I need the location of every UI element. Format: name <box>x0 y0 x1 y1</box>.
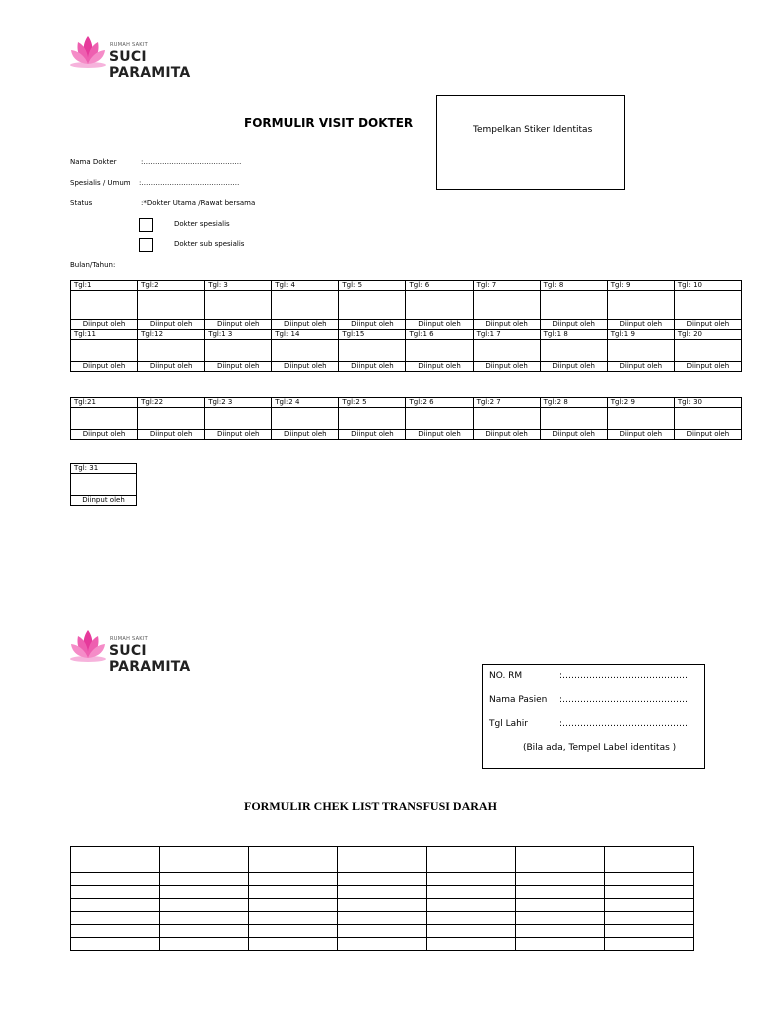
input-by-cell: Diinput oleh <box>473 430 540 440</box>
checklist-cell[interactable] <box>338 886 427 899</box>
date-cell: Tgl:1 9 <box>607 330 674 340</box>
input-by-cell: Diinput oleh <box>339 362 406 372</box>
date-cell: Tgl:1 <box>71 281 138 291</box>
input-by-cell: Diinput oleh <box>272 320 339 330</box>
checklist-cell[interactable] <box>516 938 605 951</box>
checklist-cell[interactable] <box>338 899 427 912</box>
transfusion-checklist-table <box>70 846 694 951</box>
input-by-cell: Diinput oleh <box>406 362 473 372</box>
signature-cell[interactable] <box>272 408 339 430</box>
checklist-cell[interactable] <box>427 925 516 938</box>
checklist-cell[interactable] <box>160 938 249 951</box>
signature-cell[interactable] <box>473 340 540 362</box>
checklist-cell[interactable] <box>249 847 338 873</box>
checklist-cell[interactable] <box>427 912 516 925</box>
checklist-cell[interactable] <box>605 873 694 886</box>
date-cell: Tgl:2 7 <box>473 398 540 408</box>
visit-table <box>70 397 742 440</box>
hospital-logo <box>68 626 218 675</box>
date-cell: Tgl: 5 <box>339 281 406 291</box>
visit-table <box>70 463 137 506</box>
signature-cell[interactable] <box>540 340 607 362</box>
input-by-cell: Diinput oleh <box>540 430 607 440</box>
input-by-cell: Diinput oleh <box>71 430 138 440</box>
checklist-cell[interactable] <box>605 925 694 938</box>
input-by-cell: Diinput oleh <box>406 430 473 440</box>
input-by-cell: Diinput oleh <box>674 362 741 372</box>
signature-cell[interactable] <box>71 408 138 430</box>
signature-cell[interactable] <box>205 291 272 320</box>
signature-cell[interactable] <box>473 408 540 430</box>
field-label: Nama Dokter <box>70 158 117 166</box>
checklist-cell[interactable] <box>427 873 516 886</box>
input-by-cell: Diinput oleh <box>607 430 674 440</box>
date-cell: Tgl: 4 <box>272 281 339 291</box>
checklist-cell[interactable] <box>516 912 605 925</box>
signature-cell[interactable] <box>138 291 205 320</box>
signature-cell[interactable] <box>71 474 137 496</box>
field-label: Status <box>70 199 93 207</box>
checklist-cell[interactable] <box>338 847 427 873</box>
date-cell: Tgl: 31 <box>71 464 137 474</box>
date-cell: Tgl: 10 <box>674 281 741 291</box>
field-label: NO. RM <box>489 671 523 681</box>
input-by-cell: Diinput oleh <box>71 496 137 506</box>
checklist-cell[interactable] <box>516 886 605 899</box>
field-label: Spesialis / Umum <box>70 179 131 187</box>
signature-cell[interactable] <box>138 408 205 430</box>
field-value: :*Dokter Utama /Rawat bersama <box>141 199 256 207</box>
checklist-cell[interactable] <box>516 847 605 873</box>
checklist-cell[interactable] <box>71 847 160 873</box>
input-by-cell: Diinput oleh <box>71 320 138 330</box>
label-note: (Bila ada, Tempel Label identitas ) <box>523 743 677 753</box>
checklist-cell[interactable] <box>516 873 605 886</box>
input-by-cell: Diinput oleh <box>674 430 741 440</box>
date-cell: Tgl: 20 <box>674 330 741 340</box>
input-by-cell: Diinput oleh <box>205 320 272 330</box>
input-by-cell: Diinput oleh <box>674 320 741 330</box>
signature-cell[interactable] <box>339 291 406 320</box>
date-cell: Tgl:2 3 <box>205 398 272 408</box>
field-label: Nama Pasien <box>489 695 548 705</box>
logo-subtitle: RUMAH SAKIT <box>110 636 149 642</box>
signature-cell[interactable] <box>406 291 473 320</box>
lotus-icon <box>68 32 108 70</box>
signature-cell[interactable] <box>540 291 607 320</box>
checklist-cell[interactable] <box>605 899 694 912</box>
date-cell: Tgl: 30 <box>674 398 741 408</box>
date-cell: Tgl:11 <box>71 330 138 340</box>
input-by-cell: Diinput oleh <box>71 362 138 372</box>
checklist-cell[interactable] <box>71 925 160 938</box>
date-cell: Tgl:1 3 <box>205 330 272 340</box>
checklist-cell[interactable] <box>71 938 160 951</box>
field-label: Tgl Lahir <box>489 719 529 729</box>
input-by-cell: Diinput oleh <box>138 362 205 372</box>
signature-cell[interactable] <box>339 408 406 430</box>
signature-cell[interactable] <box>607 408 674 430</box>
date-cell: Tgl:22 <box>138 398 205 408</box>
signature-cell[interactable] <box>473 291 540 320</box>
checklist-cell[interactable] <box>160 886 249 899</box>
checklist-cell[interactable] <box>249 938 338 951</box>
sticker-box <box>436 95 625 190</box>
checklist-cell[interactable] <box>160 925 249 938</box>
checklist-cell[interactable] <box>338 912 427 925</box>
input-by-cell: Diinput oleh <box>205 430 272 440</box>
input-by-cell: Diinput oleh <box>272 362 339 372</box>
checklist-cell[interactable] <box>338 925 427 938</box>
signature-cell[interactable] <box>205 408 272 430</box>
date-cell: Tgl:2 9 <box>607 398 674 408</box>
checklist-cell[interactable] <box>160 873 249 886</box>
checklist-cell[interactable] <box>160 912 249 925</box>
checklist-cell[interactable] <box>427 847 516 873</box>
checklist-cell[interactable] <box>427 899 516 912</box>
checklist-cell[interactable] <box>249 925 338 938</box>
form-title: FORMULIR VISIT DOKTER <box>244 116 414 130</box>
signature-cell[interactable] <box>272 291 339 320</box>
signature-cell[interactable] <box>540 408 607 430</box>
checklist-cell[interactable] <box>338 938 427 951</box>
checklist-cell[interactable] <box>249 912 338 925</box>
logo-name: SUCI PARAMITA <box>109 49 191 81</box>
date-cell: Tgl: 8 <box>540 281 607 291</box>
checklist-cell[interactable] <box>605 938 694 951</box>
input-by-cell: Diinput oleh <box>138 320 205 330</box>
input-by-cell: Diinput oleh <box>272 430 339 440</box>
sticker-label: Tempelkan Stiker Identitas <box>473 125 593 135</box>
signature-cell[interactable] <box>406 340 473 362</box>
checklist-cell[interactable] <box>605 912 694 925</box>
input-by-cell: Diinput oleh <box>339 430 406 440</box>
input-by-cell: Diinput oleh <box>406 320 473 330</box>
checklist-cell[interactable] <box>427 938 516 951</box>
field-value[interactable]: :…………………………………… <box>559 719 689 729</box>
date-cell: Tgl: 3 <box>205 281 272 291</box>
field-value[interactable]: :…………………………………… <box>141 158 242 166</box>
checklist-cell[interactable] <box>516 899 605 912</box>
date-cell: Tgl:2 6 <box>406 398 473 408</box>
field-value[interactable]: :…………………………………… <box>139 179 240 187</box>
input-by-cell: Diinput oleh <box>607 362 674 372</box>
checklist-cell[interactable] <box>249 873 338 886</box>
input-by-cell: Diinput oleh <box>607 320 674 330</box>
date-cell: Tgl:21 <box>71 398 138 408</box>
signature-cell[interactable] <box>406 408 473 430</box>
date-cell: Tgl: 7 <box>473 281 540 291</box>
field-value[interactable]: :…………………………………… <box>559 695 689 705</box>
date-cell: Tgl:12 <box>138 330 205 340</box>
hospital-logo <box>68 32 218 81</box>
checklist-cell[interactable] <box>249 899 338 912</box>
signature-cell[interactable] <box>674 408 741 430</box>
checklist-cell[interactable] <box>249 886 338 899</box>
date-cell: Tgl:1 6 <box>406 330 473 340</box>
checklist-cell[interactable] <box>338 873 427 886</box>
field-value[interactable]: :…………………………………… <box>559 671 689 681</box>
signature-cell[interactable] <box>607 291 674 320</box>
checklist-cell[interactable] <box>605 847 694 873</box>
date-cell: Tgl:2 <box>138 281 205 291</box>
patient-id-box <box>482 664 705 769</box>
month-label: Bulan/Tahun: <box>70 261 116 269</box>
signature-cell[interactable] <box>339 340 406 362</box>
checklist-cell[interactable] <box>160 899 249 912</box>
checklist-cell[interactable] <box>71 912 160 925</box>
checklist-cell[interactable] <box>427 886 516 899</box>
input-by-cell: Diinput oleh <box>540 362 607 372</box>
input-by-cell: Diinput oleh <box>540 320 607 330</box>
signature-cell[interactable] <box>71 291 138 320</box>
checkbox-dokter-spesialis[interactable] <box>139 218 153 232</box>
date-cell: Tgl: 9 <box>607 281 674 291</box>
date-cell: Tgl:2 4 <box>272 398 339 408</box>
date-cell: Tgl: 6 <box>406 281 473 291</box>
checklist-cell[interactable] <box>605 886 694 899</box>
input-by-cell: Diinput oleh <box>473 362 540 372</box>
date-cell: Tgl: 14 <box>272 330 339 340</box>
input-by-cell: Diinput oleh <box>339 320 406 330</box>
signature-cell[interactable] <box>607 340 674 362</box>
lotus-icon <box>68 626 108 664</box>
checklist-cell[interactable] <box>516 925 605 938</box>
date-cell: Tgl:2 5 <box>339 398 406 408</box>
checkbox-dokter-sub-spesialis[interactable] <box>139 238 153 252</box>
logo-name: SUCI PARAMITA <box>109 643 191 675</box>
input-by-cell: Diinput oleh <box>205 362 272 372</box>
option-label: Dokter sub spesialis <box>174 240 245 248</box>
date-cell: Tgl:2 8 <box>540 398 607 408</box>
checklist-cell[interactable] <box>160 847 249 873</box>
checklist-cell[interactable] <box>71 886 160 899</box>
signature-cell[interactable] <box>272 340 339 362</box>
signature-cell[interactable] <box>138 340 205 362</box>
checklist-cell[interactable] <box>71 873 160 886</box>
signature-cell[interactable] <box>205 340 272 362</box>
signature-cell[interactable] <box>674 291 741 320</box>
option-label: Dokter spesialis <box>174 220 230 228</box>
signature-cell[interactable] <box>674 340 741 362</box>
input-by-cell: Diinput oleh <box>473 320 540 330</box>
logo-subtitle: RUMAH SAKIT <box>110 42 149 48</box>
signature-cell[interactable] <box>71 340 138 362</box>
date-cell: Tgl:1 8 <box>540 330 607 340</box>
transfusion-form-title: FORMULIR CHEK LIST TRANSFUSI DARAH <box>244 799 497 813</box>
date-cell: Tgl:15 <box>339 330 406 340</box>
date-cell: Tgl:1 7 <box>473 330 540 340</box>
visit-table <box>70 280 742 372</box>
checklist-cell[interactable] <box>71 899 160 912</box>
input-by-cell: Diinput oleh <box>138 430 205 440</box>
